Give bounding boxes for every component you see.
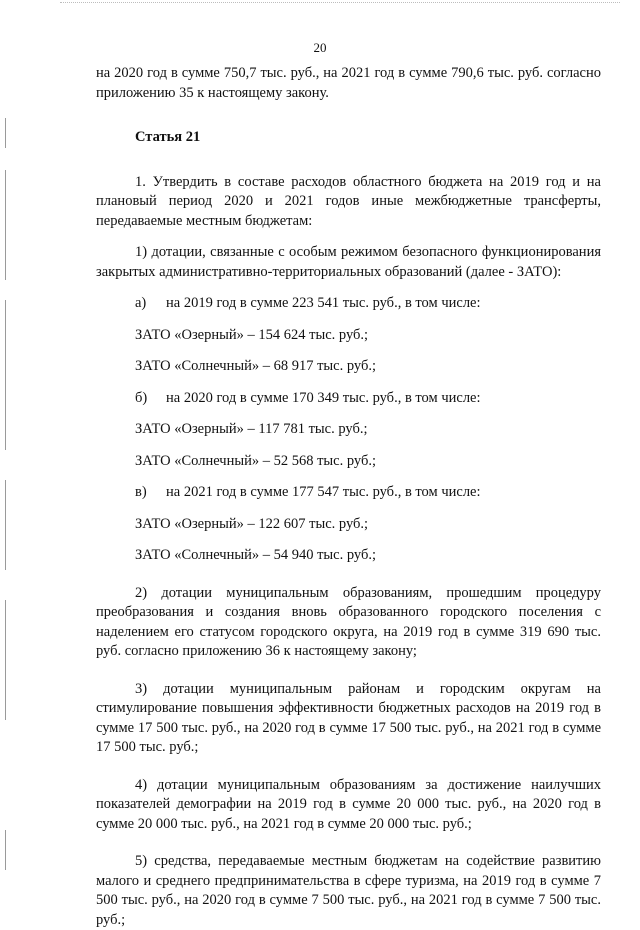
zato-ozerny-line: ЗАТО «Озерный» – 117 781 тыс. руб.; [135, 421, 368, 437]
item-5-paragraph: 5) средства, передаваемые местным бюджетам на содействие развитию малого и среднего предпринимательства в сфере туризма, на 2019 год в сумме 7 500 тыс. руб., на 2020 год в сумме 7 500 тыс. руб., на 2021 год в сумме 7 500 тыс. руб.; [96, 853, 601, 928]
margin-mark [5, 118, 6, 148]
subitem-text: на 2020 год в сумме 170 349 тыс. руб., в том числе: [166, 389, 481, 406]
subitem-c-heading [96, 483, 601, 503]
intro-paragraph: 1. Утвердить в составе расходов областного бюджета на 2019 год и на плановый период 2020 и 2021 годов иные межбюджетные трансферты, передаваемые местным бюджетам: [96, 173, 601, 229]
margin-mark [5, 480, 6, 570]
item-1-paragraph: 1) дотации, связанные с особым режимом безопасного функционирования закрытых административно-территориальных образований (далее - ЗАТО): [96, 244, 601, 280]
zato-solnechny-line: ЗАТО «Солнечный» – 54 940 тыс. руб.; [135, 547, 376, 563]
page-number: 20 [313, 40, 327, 55]
subitem-text: на 2019 год в сумме 223 541 тыс. руб., в том числе: [166, 295, 481, 311]
zato-ozerny-line: ЗАТО «Озерный» – 122 607 тыс. руб.; [135, 515, 369, 532]
item-3-paragraph: 3) дотации муниципальным районам и городским округам на стимулирование повышения эффективности бюджетных расходов на 2019 год в сумме 17 500 тыс. руб., на 2020 год в сумме 17 500 тыс. руб., на 2021 год в сумме 17 500 тыс. руб.; [96, 680, 601, 755]
subitem-marker: б) [135, 389, 148, 406]
margin-mark [5, 300, 6, 450]
margin-mark [5, 830, 6, 870]
document-body [96, 64, 601, 930]
article-heading: Статья 21 [135, 129, 201, 145]
continuation-paragraph: на 2020 год в сумме 750,7 тыс. руб., на 2021 год в сумме 790,6 тыс. руб. согласно приложению 35 к настоящему закону. [96, 65, 601, 101]
scan-artifact-top [60, 2, 620, 6]
subitem-marker: а) [135, 295, 147, 311]
subitem-marker: в) [135, 484, 147, 500]
zato-solnechny-line: ЗАТО «Солнечный» – 52 568 тыс. руб.; [135, 452, 376, 469]
item-2-paragraph: 2) дотации муниципальным образованиям, прошедшим процедуру преобразования и создания вновь образованного городского поселения с наделением его статусом городского округа, на 2019 год в сумме 319 690 тыс. руб. согласно приложению 36 к настоящему закону; [96, 584, 601, 659]
margin-mark [5, 170, 6, 280]
zato-solnechny-line: ЗАТО «Солнечный» – 68 917 тыс. руб.; [135, 358, 376, 374]
margin-mark [5, 600, 6, 720]
subitem-text: на 2021 год в сумме 177 547 тыс. руб., в том числе: [166, 484, 481, 500]
zato-ozerny-line: ЗАТО «Озерный» – 154 624 тыс. руб.; [135, 326, 369, 343]
subitem-a-heading [96, 294, 601, 314]
subitem-b-heading [96, 389, 601, 409]
item-4-paragraph: 4) дотации муниципальным образованиям за достижение наилучших показателей демографии на 2019 год в сумме 20 000 тыс. руб., на 2020 год в сумме 20 000 тыс. руб., на 2021 год в сумме 20 000 тыс. руб.; [96, 776, 601, 832]
